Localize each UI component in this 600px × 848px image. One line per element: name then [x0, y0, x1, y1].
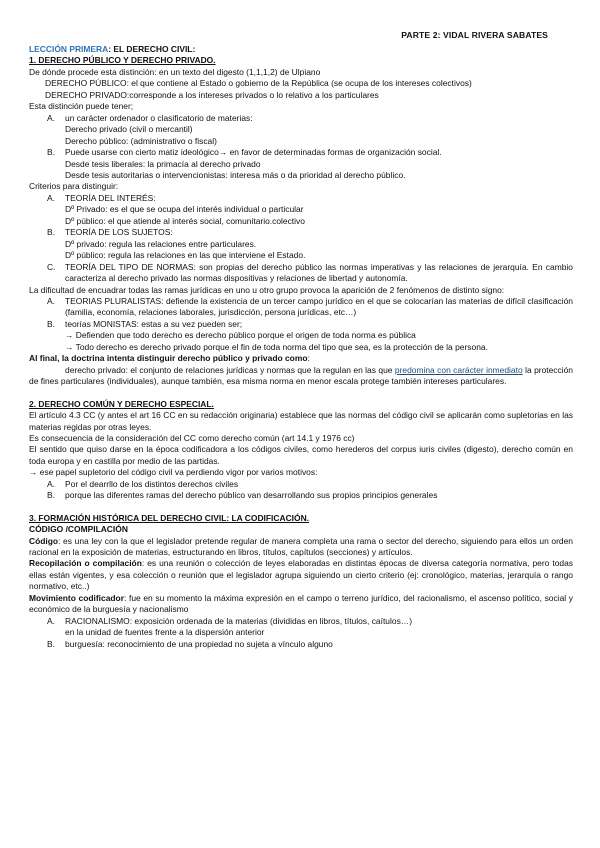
list-item: A. un carácter ordenador o clasificatorio de materias: [47, 112, 253, 123]
document-body [29, 44, 573, 650]
paragraph: Recopilación o compilación: es una reunión o colección de leyes elaboradas en distintas épocas de diversa categoría normativa, pero todas ellas están vigentes, y esa colección o reunión que el legislador agrupa siguiendo un cierto criterio (ej: cronológico, materias, jerarquía o rango normativo, etc..) [29, 558, 573, 592]
subheading: CÓDIGO /COMPILACIÓN [29, 524, 128, 535]
list-item: A. TEORIAS PLURALISTAS: defiende la existencia de un tercer campo jurídico en el que se colocarían las materias de difícil clasificación (familia, economía, relaciones laborales, jurisdicción, persona jurídicas, etc…) [47, 295, 573, 318]
list-subitem: → Todo derecho es derecho privado porque el fin de toda norma del tipo que sea, es la protección de la persona. [65, 341, 488, 352]
list-subitem: → Defienden que todo derecho es derecho público porque el origen de toda norma es pública [65, 330, 416, 341]
section-2-heading: 2. DERECHO COMÚN Y DERECHO ESPECIAL. [29, 398, 214, 409]
paragraph: De dónde procede esta distinción: en un texto del digesto (1,1,1,2) de Ulpiano [29, 66, 321, 77]
paragraph: La dificultad de encuadrar todas las ramas jurídicas en uno u otro grupo provoca la aparición de 2 fenómenos de distinto signo: [29, 284, 505, 295]
paragraph: El sentido que quiso darse en la época codificadora a los códigos civiles, como herederos del corpus iuris civiles (digesto), derecho común en toda europa y en castilla por medio de las partidas. [29, 444, 573, 466]
paragraph: El artículo 4.3 CC (y antes el art 16 CC en su redacción originaria) establece que las normas del código civil se aplicarán como supletorias en las materias regidas por otras leyes. [29, 410, 573, 432]
list-subitem: en la unidad de fuentes frente a la dispersión anterior [65, 627, 265, 638]
paragraph: DERECHO PÚBLICO: el que contiene al Estado o gobierno de la República (se ocupa de los intereses colectivos) [45, 78, 472, 89]
list-item: A. TEORÍA DEL INTERÉS: [47, 192, 156, 203]
list-subitem: Dº Privado: es el que se ocupa del interés individual o particular [65, 204, 304, 215]
section-1-heading: 1. DERECHO PÚBLICO Y DERECHO PRIVADO. [29, 55, 216, 66]
list-item: C. TEORÍA DEL TIPO DE NORMAS: son propias del derecho público las normas imperativas y las relaciones de jerarquía. En cambio caracteriza al derecho privado las normas dispositivas y relaciones de libertad y autonomía. [47, 261, 573, 284]
paragraph: Esta distinción puede tener; [29, 101, 134, 112]
list-subitem: Derecho privado (civil o mercantil) [65, 124, 193, 135]
list-subitem: Desde tesis autoritarias o intervencionistas: interesa más o da prioridad al derecho público. [65, 169, 406, 180]
paragraph: Criterios para distinguir: [29, 181, 119, 192]
paragraph: Al final, la doctrina intenta distinguir derecho público y privado como: [29, 353, 310, 364]
paragraph: DERECHO PRIVADO:corresponde a los intereses privados o lo relativo a los particulares [45, 89, 379, 100]
list-item: A. RACIONALISMO: exposición ordenada de la materias (divididas en libros, títulos, caítulos…) [47, 615, 413, 626]
paragraph: derecho privado: el conjunto de relaciones jurídicas y normas que la regulan en las que predomina con carácter inmediato la protección de fines particulares (individuales), aunque también, esa misma norma en menor escala protege también intereses particulares. [29, 364, 573, 387]
list-item: B. teorías MONISTAS: estas a su vez pueden ser; [47, 318, 243, 329]
list-item: B. TEORÍA DE LOS SUJETOS: [47, 227, 173, 238]
paragraph: Código: es una ley con la que el legislador pretende regular de manera completa una rama o sector del derecho, siguiendo para ellos un orden racional en la exposición de materias, estructurando en libros, títulos, capítulos (secciones) y artículos. [29, 535, 573, 558]
list-subitem: Dº público: regula las relaciones en las que interviene el Estado. [65, 250, 306, 261]
page-header: PARTE 2: VIDAL RIVERA SABATES [401, 30, 548, 40]
list-item: A. Por el dearrllo de los distintos derechos civiles [47, 478, 239, 489]
list-subitem: Derecho público: (administrativo o fiscal) [65, 135, 217, 146]
paragraph: Es consecuencia de la consideración del CC como derecho común (art 14.1 y 1976 cc) [29, 432, 355, 443]
list-item: B. burguesía: reconocimiento de una propiedad no sujeta a vínculo alguno [47, 638, 333, 649]
list-subitem: Dº público: el que atiende al interés social, comunitario.colectivo [65, 215, 305, 226]
section-3-heading: 3. FORMACIÓN HISTÓRICA DEL DERECHO CIVIL: LA CODIFICACIÓN. [29, 512, 310, 523]
lesson-title: LECCIÓN PRIMERA: EL DERECHO CIVIL: [29, 44, 196, 54]
list-item: B. Puede usarse con cierto matiz ideológico→ en favor de determinadas formas de organización social. [47, 147, 442, 158]
paragraph: → ese papel supletorio del código civil va perdiendo vigor por varios motivos: [29, 467, 318, 478]
list-item: B. porque las diferentes ramas del derecho público van desarrollando sus propios principios generales [47, 490, 438, 501]
list-subitem: Dº privado: regula las relaciones entre particulares. [65, 238, 257, 249]
paragraph: Movimiento codificador: fue en su momento la máxima expresión en el campo o terreno jurídico, del racionalismo, el ascenso político, social y económico de la burguesía y nacionalismo [29, 592, 574, 615]
list-subitem: Desde tesis liberales: la primacía al derecho privado [65, 158, 261, 169]
